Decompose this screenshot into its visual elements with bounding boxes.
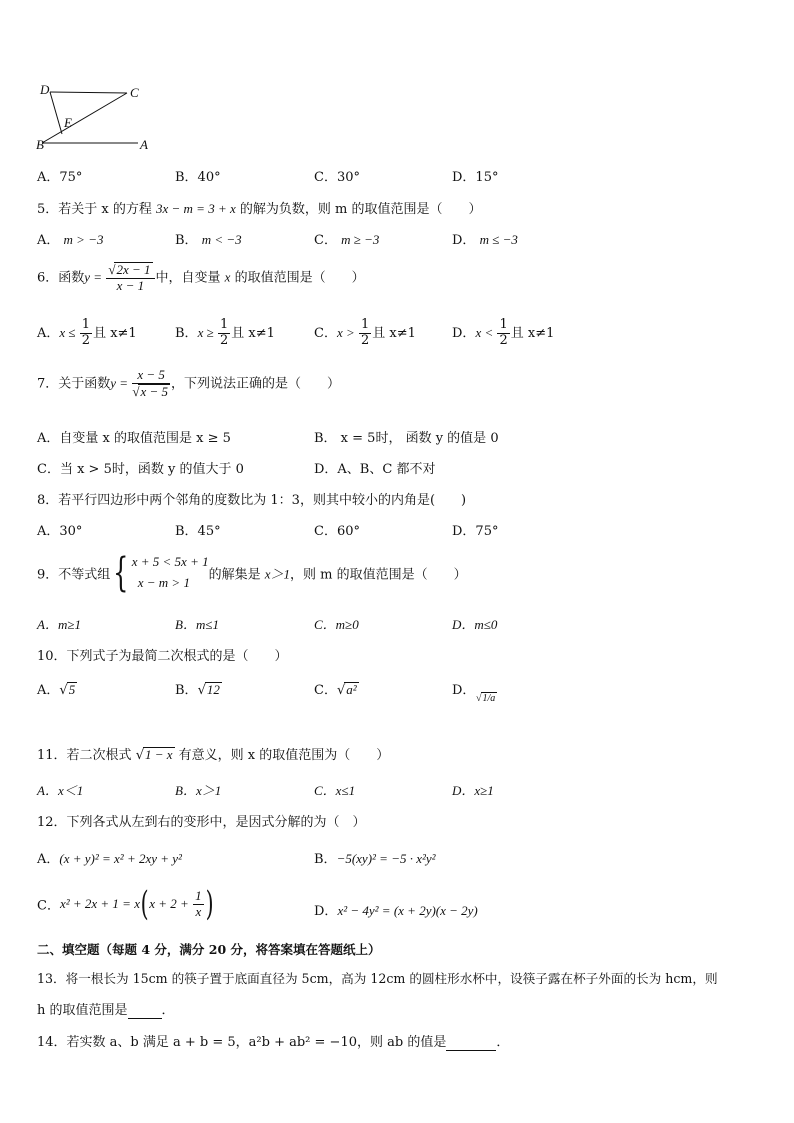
q5-option-d[interactable]: D． m ≤ −3 — [452, 232, 518, 248]
q10-stem: 10．下列式子为最简二次根式的是（ ） — [37, 649, 288, 664]
q9-option-d[interactable]: D．m≤0 — [452, 617, 498, 632]
segment-de — [50, 92, 62, 134]
q13-answer-blank[interactable] — [128, 1003, 162, 1019]
q11-option-d[interactable]: D．x≥1 — [452, 783, 494, 798]
right-paren-icon: ) — [205, 884, 214, 924]
q14-answer-blank[interactable] — [446, 1035, 496, 1051]
q13-line1: 13．将一根长为 15cm 的筷子置于底面直径为 5cm，高为 12cm 的圆柱形水杯中，设筷子露在杯子外面的长为 hcm，则 — [37, 971, 718, 986]
point-label-d: D — [40, 82, 50, 97]
q14-stem: 14．若实数 a、b 满足 a + b = 5，a²b + ab² = −10，则 ab 的值是 ． — [37, 1035, 510, 1050]
q7-stem: 7．关于函数y = $\frac{x - 5}{√x - 5}$ ，下列说法正确的是（ ） — [37, 367, 341, 399]
q10-option-c[interactable]: C．√a² — [314, 682, 357, 698]
q6-prefix: 6．函数 — [37, 270, 85, 286]
q7-suffix: ，下列说法正确的是（ ） — [171, 376, 341, 392]
q4-option-d[interactable]: D．15° — [452, 170, 499, 185]
q6-option-a[interactable]: A．x ≤ $\frac{1}{2}$ 且 x≠1 — [37, 317, 137, 348]
q9-stem: 9．不等式组{ x + 5 < 5x + 1 x − m > 1 的解集是 x＞1，则 m 的取值范围是（ ） — [37, 549, 467, 596]
q9-system: x + 5 < 5x + 1 x − m > 1 — [131, 554, 209, 590]
q9-prefix: 9．不等式组 — [37, 567, 111, 583]
point-label-e: E — [64, 115, 72, 130]
q11-stem: 11．若二次根式 √1 − x 有意义，则 x 的取值范围为（ ） — [37, 747, 390, 763]
q5-option-b[interactable]: B． m < −3 — [175, 232, 242, 248]
left-brace-icon: { — [113, 549, 129, 596]
q7-option-c[interactable]: C．当 x > 5时，函数 y 的值大于 0 — [37, 462, 244, 477]
q6-fraction: $\frac{√2x - 1}{x - 1}$ — [106, 262, 154, 294]
point-label-b: B — [36, 137, 44, 152]
q8-stem: 8．若平行四边形中两个邻角的度数比为 1：3，则其中较小的内角是( ) — [37, 493, 467, 508]
q7-prefix: 7．关于函数 — [37, 376, 111, 392]
section-2-title: 二、填空题（每题 4 分，满分 20 分，将答案填在答题纸上） — [37, 942, 381, 957]
q10-option-d-radical: √1/a — [476, 693, 496, 704]
q7-option-b[interactable]: B． x = 5时， 函数 y 的值是 0 — [314, 431, 499, 446]
q8-option-d[interactable]: D．75° — [452, 524, 499, 539]
q6-y: y = — [84, 269, 106, 285]
q8-option-b[interactable]: B．45° — [175, 524, 221, 539]
q5-prefix: 5．若关于 x 的方程 — [37, 202, 156, 217]
q7-option-d[interactable]: D．A、B、C 都不对 — [314, 462, 436, 477]
segment-cb — [42, 93, 127, 143]
q6-suffix2: 的取值范围是（ ） — [230, 270, 365, 286]
q12-stem: 12．下列各式从左到右的变形中，是因式分解的为（ ） — [37, 815, 366, 830]
q5-stem — [37, 198, 481, 217]
q10-option-b[interactable]: B．√12 — [175, 682, 220, 698]
q9-option-b[interactable]: B．m≤1 — [175, 617, 219, 632]
point-label-c: C — [130, 85, 139, 100]
q7-option-a[interactable]: A．自变量 x 的取值范围是 x ≥ 5 — [37, 431, 231, 446]
q5-equation: 3x − m = 3 + x — [156, 201, 236, 216]
q8-option-c[interactable]: C．60° — [314, 524, 360, 539]
q12-option-a[interactable]: A．(x + y)² = x² + 2xy + y² — [37, 851, 182, 867]
q4-option-b[interactable]: B．40° — [175, 170, 221, 185]
q12-option-b[interactable]: B．−5(xy)² = −5 · x²y² — [314, 851, 436, 867]
q4-option-a[interactable]: A．75° — [37, 170, 83, 185]
q4-option-c[interactable]: C．30° — [314, 170, 360, 185]
q6-denominator: x − 1 — [116, 277, 145, 293]
q6-suffix1: 中，自变量 — [155, 270, 225, 286]
q12-option-d[interactable]: D．x² − 4y² = (x + 2y)(x − 2y) — [314, 903, 478, 919]
q6-option-b[interactable]: B．x ≥ $\frac{1}{2}$ 且 x≠1 — [175, 317, 275, 348]
q9-option-a[interactable]: A．m≥1 — [37, 617, 81, 632]
q6-stem: 6．函数y = $\frac{√2x - 1}{x - 1}$ 中，自变量 x 的取值范围是（ ） — [37, 262, 365, 293]
q5-option-a[interactable]: A． m > −3 — [37, 232, 104, 248]
q7-fraction: $\frac{x - 5}{√x - 5}$ — [132, 367, 169, 399]
q11-option-a[interactable]: A．x＜1 — [37, 783, 84, 798]
q13-line2: h 的取值范围是 ． — [37, 1003, 175, 1018]
q6-option-d[interactable]: D．x < $\frac{1}{2}$ 且 x≠1 — [452, 317, 555, 348]
q11-option-b[interactable]: B．x＞1 — [175, 783, 222, 798]
q10-option-a[interactable]: A．√5 — [37, 682, 76, 698]
q5-option-c[interactable]: C． m ≥ −3 — [314, 232, 380, 248]
q12-option-c[interactable]: C．x² + 2x + 1 = x(x + 2 + $\frac{1}{x}$ ) — [37, 884, 214, 924]
point-label-a: A — [140, 137, 148, 152]
segment-dc — [50, 92, 127, 93]
q6-option-c[interactable]: C．x > $\frac{1}{2}$ 且 x≠1 — [314, 317, 416, 348]
geometry-figure — [34, 82, 154, 152]
q11-option-c[interactable]: C．x≤1 — [314, 783, 356, 798]
q9-option-c[interactable]: C．m≥0 — [314, 617, 359, 632]
q8-option-a[interactable]: A．30° — [37, 524, 83, 539]
q10-option-d[interactable]: D． — [452, 683, 476, 698]
q11-radicand: 1 − x — [144, 747, 173, 762]
left-paren-icon: ( — [140, 884, 149, 924]
q6-numerator: 2x − 1 — [116, 262, 151, 277]
q5-suffix: 的解为负数，则 m 的取值范围是（ ） — [235, 202, 482, 217]
